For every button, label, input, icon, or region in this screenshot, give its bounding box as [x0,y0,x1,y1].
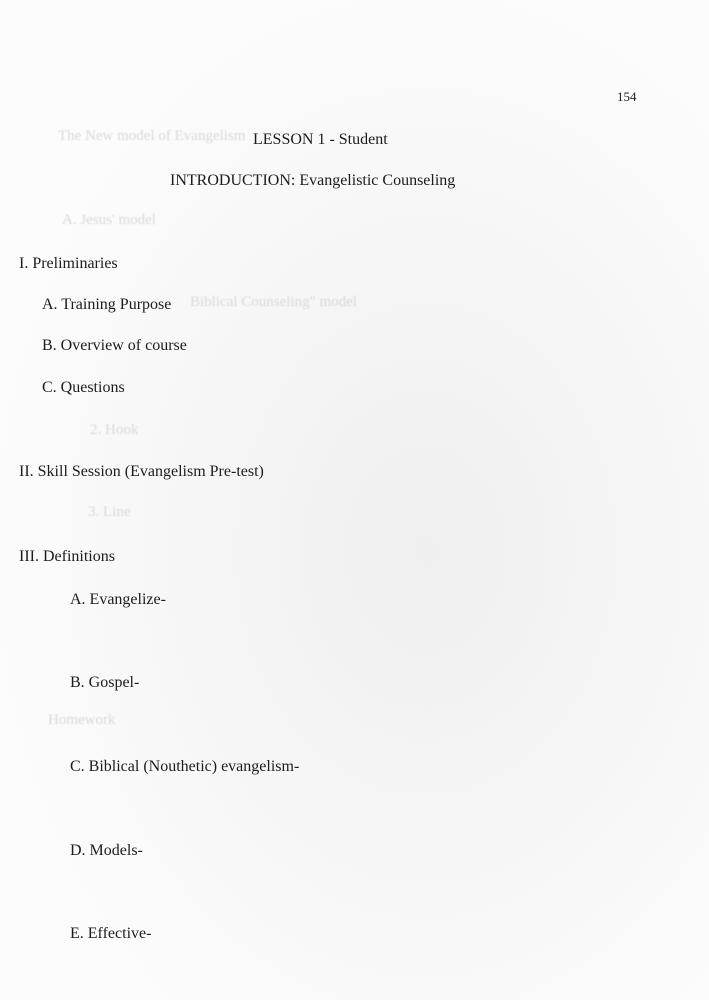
introduction-heading: INTRODUCTION: Evangelistic Counseling [170,172,456,189]
bleed-through-text: 2. Hook [90,422,139,438]
outline-item-preliminaries: I. Preliminaries [19,255,118,272]
lesson-title: LESSON 1 - Student [253,131,388,148]
page-number: 154 [617,89,637,104]
bleed-through-text: The New model of Evangelism [58,128,246,144]
outline-item-definitions: III. Definitions [19,548,115,565]
definition-effective: E. Effective- [70,925,152,942]
bleed-through-text: A. Jesus' model [62,212,156,228]
outline-item-training-purpose: A. Training Purpose [42,296,172,313]
outline-item-overview: B. Overview of course [42,337,187,354]
definition-models: D. Models- [70,842,143,859]
definition-biblical-evangelism: C. Biblical (Nouthetic) evangelism- [70,758,300,775]
outline-item-questions: C. Questions [42,379,125,396]
definition-gospel: B. Gospel- [70,674,140,691]
outline-item-skill-session: II. Skill Session (Evangelism Pre-test) [19,463,264,480]
definition-evangelize: A. Evangelize- [70,591,166,608]
bleed-through-text: 3. Line [88,504,131,520]
bleed-through-text: Homework [48,712,116,728]
bleed-through-text: Biblical Counseling" model [190,294,357,310]
